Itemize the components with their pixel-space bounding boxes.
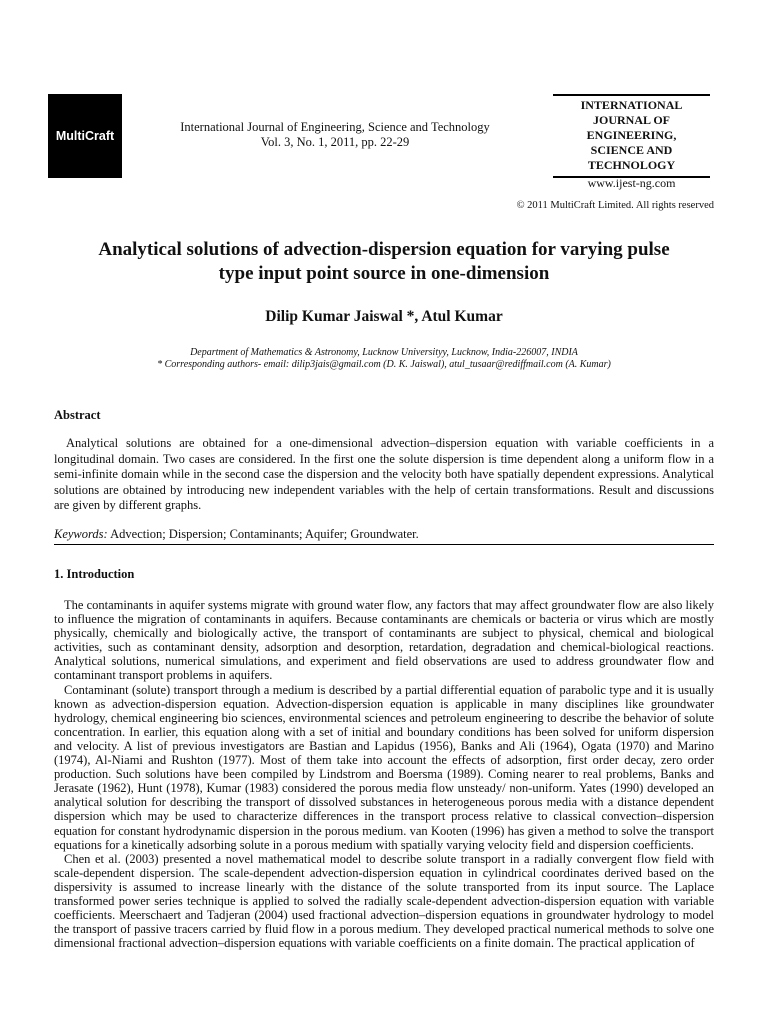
keywords-list: Advection; Dispersion; Contaminants; Aquifer; Groundwater. bbox=[107, 527, 419, 541]
ijest-line-1: INTERNATIONAL bbox=[580, 98, 683, 112]
abstract-text: Analytical solutions are obtained for a one-dimensional advection–dispersion equation with variable coefficients in a longitudinal domain. Two cases are considered. In the first one the solute dispersion is time dependent along a uniform flow in a semi-infinite domain while in the second case the dispersion and the velocity both have spatially dependent expressions. Analytical solutions are obtained by introducing new independent variables with the help of certain transformations. Result and discussions are given by different graphs. bbox=[54, 436, 714, 512]
logo-text: MultiCraft bbox=[55, 129, 115, 143]
intro-paragraph-2: Contaminant (solute) transport through a medium is described by a partial differential equation of parabolic type and it is usually known as advection-dispersion equation. Advection-dispersion equation is applicable in many disciplines like groundwater hydrology, chemical engineering bio sciences, environmental sciences and petroleum engineering to describe the behavior of solute concentration. In earlier, this equation along with a set of initial and boundary conditions has been solved for uniform dispersion and velocity. A list of previous investigators are Bastian and Lapidus (1956), Banks and Ali (1964), Ogata (1970) and Marino (1974), Al-Niami and Rushton (1977). Most of them take into account the effects of adsorption, first order decay, zero order production. Such solutions have been compiled by Lindstrom and Boersma (1989). Coming nearer to real problems, Banks and Jerasate (1962), Hunt (1978), Kumar (1983) considered the porous media flow unsteady/ non-uniform. Yates (1990) developed an analytical solution for describing the transport of dissolved substances in heterogeneous porous media with a distance dependent dispersion which may be used to characterize differences in the transport process relative to classical convection–dispersion equation for constant hydrodynamic dispersion in the porous medium. van Kooten (1996) has given a method to solve the transport equations for a kinetically adsorbing solute in a porous medium with spatially varying velocity field and dispersion coefficients. bbox=[54, 682, 714, 852]
journal-citation bbox=[140, 120, 530, 150]
ijest-line-2: JOURNAL OF bbox=[592, 113, 670, 127]
intro-paragraph-3: Chen et al. (2003) presented a novel mathematical model to describe solute transport in a radially convergent flow field with scale-dependent dispersion. The scale-dependent advection-dispersion equation in cylindrical coordinates derived based on the dispersivity is assumed to increase linearly with the distance of the solute transported from its input source. The Laplace transformed power series technique is applied to solved the radially scale-dependent advection-dispersion equation with variable coefficients. Meerschaert and Tadjeran (2004) used fractional advection–dispersion equations in groundwater hydrology to model the transport of passive tracers carried by fluid flow in a porous medium. They developed practical numerical methods to solve one dimensional fractional advection–dispersion equations with variable coefficients on a finite domain. The practical application of bbox=[54, 851, 714, 951]
ijest-line-5: TECHNOLOGY bbox=[587, 158, 676, 172]
title-line-2: type input point source in one-dimension bbox=[218, 263, 550, 284]
journal-title-box bbox=[553, 94, 710, 178]
corresponding-author: * Corresponding authors- email: dilip3jais@gmail.com (D. K. Jaiswal), atul_tusaar@rediffmail.com (A. Kumar) bbox=[157, 359, 611, 370]
paper-title bbox=[60, 238, 708, 286]
journal-name: International Journal of Engineering, Science and Technology bbox=[180, 120, 490, 134]
multicraft-logo bbox=[48, 94, 122, 178]
ijest-line-3: ENGINEERING, bbox=[586, 128, 677, 142]
keywords-line bbox=[54, 527, 714, 542]
journal-volume: Vol. 3, No. 1, 2011, pp. 22-29 bbox=[260, 135, 410, 149]
author-list: Dilip Kumar Jaiswal *, Atul Kumar bbox=[265, 308, 503, 325]
abstract-heading: Abstract bbox=[54, 408, 101, 422]
affiliation-block bbox=[60, 347, 708, 371]
ijest-line-4: SCIENCE AND bbox=[590, 143, 673, 157]
keywords-label: Keywords: bbox=[54, 527, 108, 541]
introduction-heading: 1. Introduction bbox=[54, 567, 135, 581]
affiliation: Department of Mathematics & Astronomy, Lucknow Universityy, Lucknow, India-226007, INDIA bbox=[190, 347, 578, 358]
journal-website: www.ijest-ng.com bbox=[587, 176, 676, 190]
copyright-notice: © 2011 MultiCraft Limited. All rights reserved bbox=[516, 200, 714, 211]
title-line-1: Analytical solutions of advection-dispersion equation for varying pulse bbox=[98, 239, 670, 260]
intro-paragraph-1: The contaminants in aquifer systems migrate with ground water flow, any factors that may affect groundwater flow are also likely to influence the migration of contaminants in aquifers. Because contaminants are chemicals or bacteria or virus which are mostly physically, chemically and biologically active, the transport of contaminants are subject to physical, chemical and biological activities, such as contaminant density, adsorption and desorption, retardation, degradation and chemical-biological reactions. Analytical solutions, numerical simulations, and experiment and field observations are used to address groundwater flow and contaminant transport problems in aquifers. bbox=[54, 598, 714, 683]
introduction-body bbox=[54, 598, 714, 950]
section-divider bbox=[54, 544, 714, 545]
